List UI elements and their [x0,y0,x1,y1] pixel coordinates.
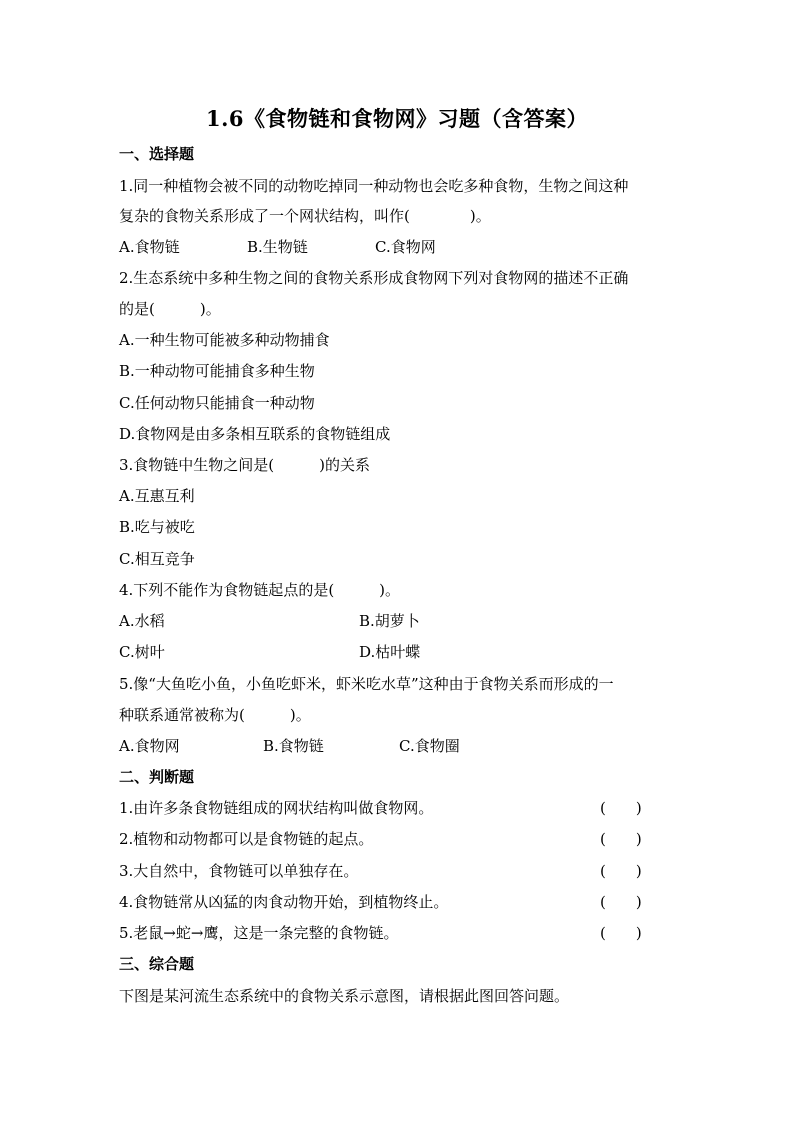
section-heading-comprehensive: 三、综合题 [119,955,195,973]
judgment-item-2-answer-blank: ( ) [600,830,642,848]
question-4-option-a: A.水稻 [119,612,165,630]
question-4-option-c: C.树叶 [119,643,165,661]
question-3-option-b: B.吃与被吃 [119,518,195,536]
question-1-line-1: 1.同一种植物会被不同的动物吃掉同一种动物也会吃多种食物，生物之间这种 [119,177,629,195]
question-2-line-1: 2.生态系统中多种生物之间的食物关系形成食物网下列对食物网的描述不正确 [119,269,629,287]
judgment-item-1-answer-blank: ( ) [600,799,642,817]
question-5-option-b: B.食物链 [263,737,324,755]
question-2-option-b: B.一种动物可能捕食多种生物 [119,362,315,380]
question-1-option-c: C.食物网 [375,238,436,256]
judgment-item-3-answer-blank: ( ) [600,862,642,880]
question-4-option-d: D.枯叶蝶 [359,643,421,661]
question-3-option-a: A.互惠互利 [119,487,195,505]
question-4-line-1: 4.下列不能作为食物链起点的是( )。 [119,581,401,599]
comprehensive-intro: 下图是某河流生态系统中的食物关系示意图，请根据此图回答问题。 [119,987,570,1005]
judgment-item-5-answer-blank: ( ) [600,924,642,942]
judgment-item-4-answer-blank: ( ) [600,893,642,911]
section-heading-choice: 一、选择题 [119,145,195,163]
judgment-item-2-text: 2.植物和动物都可以是食物链的起点。 [119,830,374,848]
page-title: 1.6《食物链和食物网》习题（含答案） [205,106,589,131]
question-5-option-c: C.食物圈 [399,737,460,755]
judgment-item-1-text: 1.由许多条食物链组成的网状结构叫做食物网。 [119,799,434,817]
question-1-option-b: B.生物链 [247,238,308,256]
question-2-option-c: C.任何动物只能捕食一种动物 [119,394,315,412]
question-2-option-a: A.一种生物可能被多种动物捕食 [119,331,330,349]
question-2-option-d: D.食物网是由多条相互联系的食物链组成 [119,425,391,443]
question-5-line-2: 种联系通常被称为( )。 [119,706,311,724]
judgment-item-5-text: 5.老鼠→蛇→鹰，这是一条完整的食物链。 [119,924,399,942]
question-3-line-1: 3.食物链中生物之间是( )的关系 [119,456,371,474]
question-5-option-a: A.食物网 [119,737,180,755]
question-1-line-2: 复杂的食物关系形成了一个网状结构，叫作( )。 [119,207,491,225]
question-4-option-b: B.胡萝卜 [359,612,420,630]
judgment-item-3-text: 3.大自然中，食物链可以单独存在。 [119,862,359,880]
question-3-option-c: C.相互竞争 [119,550,195,568]
question-5-line-1: 5.像“大鱼吃小鱼，小鱼吃虾米，虾米吃水草”这种由于食物关系而形成的一 [119,675,614,693]
judgment-item-4-text: 4.食物链常从凶猛的肉食动物开始，到植物终止。 [119,893,449,911]
question-2-line-2: 的是( )。 [119,300,221,318]
section-heading-judgment: 二、判断题 [119,768,195,786]
question-1-option-a: A.食物链 [119,238,180,256]
